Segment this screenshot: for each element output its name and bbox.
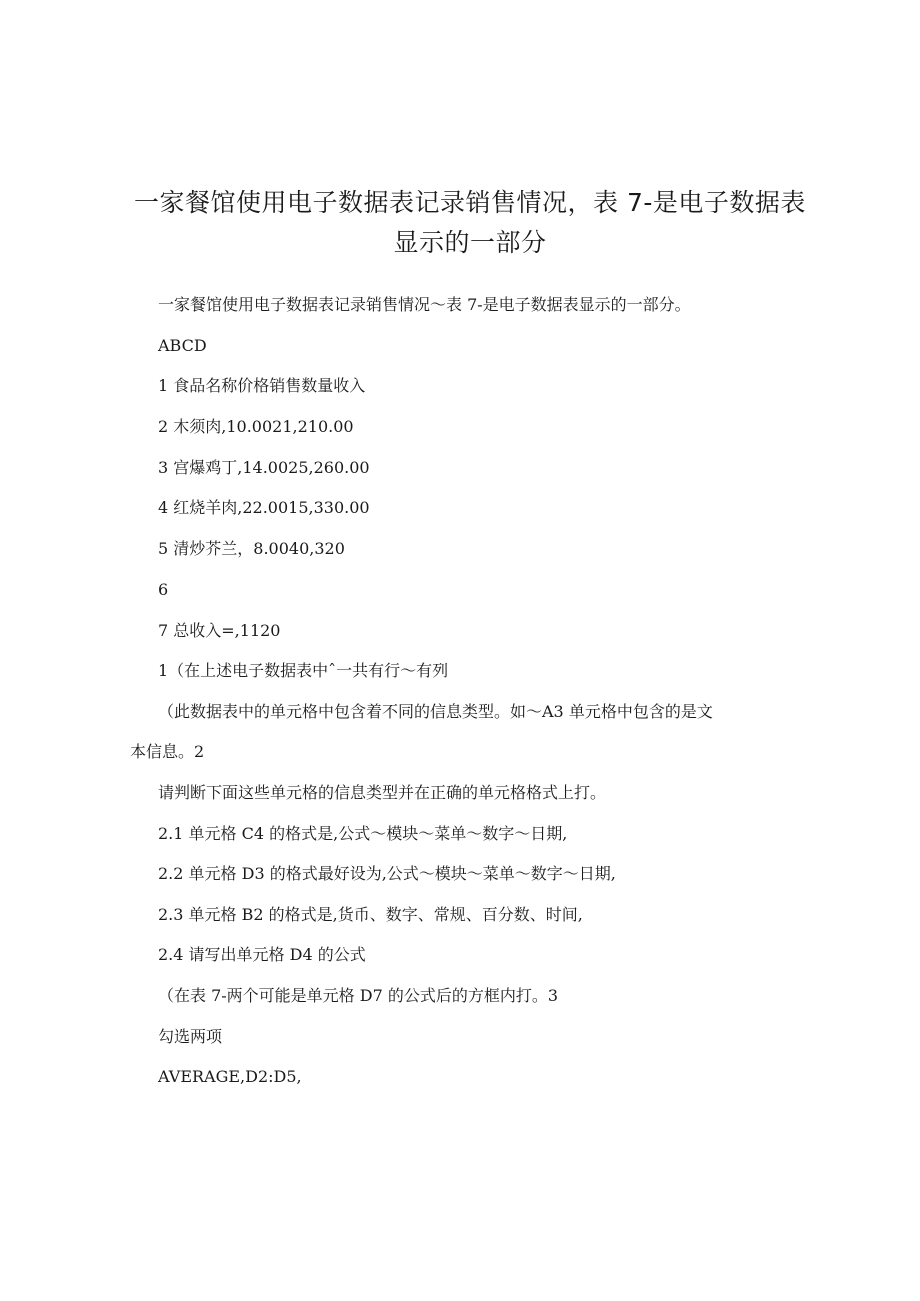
table-row: 6 xyxy=(158,580,169,599)
question-3-option: AVERAGE,D2:D5, xyxy=(158,1067,302,1086)
question-2-2: 2.2 单元格 D3 的格式最好设为,公式～模块～菜单～数字～日期, xyxy=(158,864,616,883)
question-2-instruction: 请判断下面这些单元格的信息类型并在正确的单元格格式上打。 xyxy=(158,783,607,802)
table-row: 3 宫爆鸡丁,14.0025,260.00 xyxy=(158,458,370,477)
question-2-3: 2.3 单元格 B2 的格式是,货币、数字、常规、百分数、时间, xyxy=(158,905,583,924)
intro-paragraph: 一家餐馆使用电子数据表记录销售情况～表 7-是电子数据表显示的一部分。 xyxy=(158,295,691,314)
table-row: 2 木须肉,10.0021,210.00 xyxy=(158,417,354,436)
table-header-row: 1 食品名称价格销售数量收入 xyxy=(158,376,366,395)
question-3-instruction: 勾选两项 xyxy=(158,1027,223,1046)
question-2-line-1: （此数据表中的单元格中包含着不同的信息类型。如～A3 单元格中包含的是文 xyxy=(158,702,713,721)
title-line-2: 显示的一部分 xyxy=(393,228,547,257)
question-3: （在表 7-两个可能是单元格 D7 的公式后的方框内打。3 xyxy=(158,986,559,1005)
document-title xyxy=(130,183,810,263)
column-letters: ABCD xyxy=(158,336,207,355)
table-total-row: 7 总收入=,1120 xyxy=(158,621,281,640)
question-2-1: 2.1 单元格 C4 的格式是,公式～模块～菜单～数字～日期, xyxy=(158,824,568,843)
question-2-4: 2.4 请写出单元格 D4 的公式 xyxy=(158,945,366,964)
table-row: 5 清炒芥兰，8.0040,320 xyxy=(158,539,345,558)
question-2-line-2: 本信息。2 xyxy=(130,742,205,761)
table-row: 4 红烧羊肉,22.0015,330.00 xyxy=(158,498,370,517)
question-1: 1（在上述电子数据表中ˆ一共有行～有列 xyxy=(158,661,449,680)
title-line-1: 一家餐馆使用电子数据表记录销售情况，表 7-是电子数据表 xyxy=(134,188,806,217)
